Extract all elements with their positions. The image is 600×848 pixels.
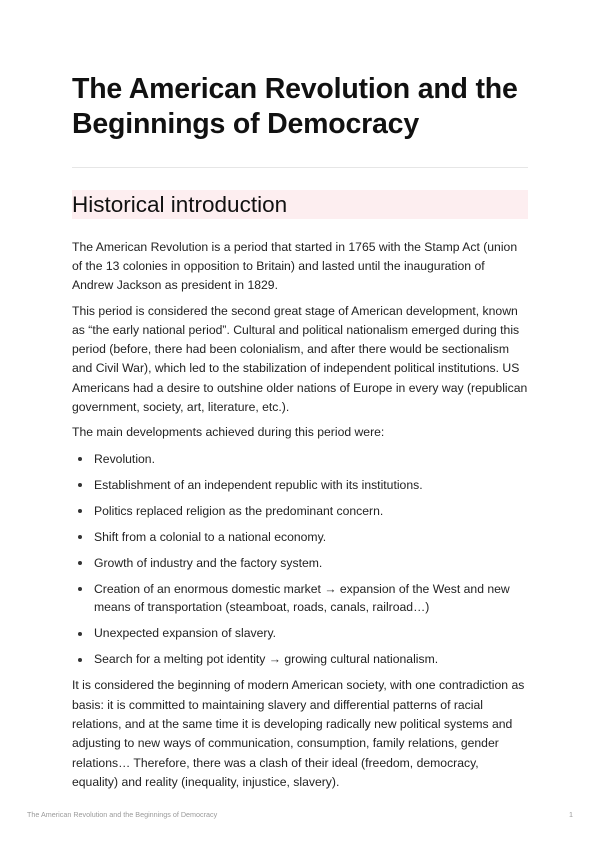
list-item: [72, 502, 528, 521]
list-item: [72, 580, 528, 618]
title-divider: [72, 167, 528, 168]
paragraph-closing: It is considered the beginning of modern American society, with one contradiction as basis: it is committed to maintaining slavery and differential patterns of racial relations, and at the same time it is developing radically new political systems and adjusting to new ways of communication, consumption, family relations, gender relations… Therefore, there was a clash of their ideal (freedom, democracy, equality) and reality (inequality, injustice, slavery).: [72, 678, 525, 789]
list-item-text: Shift from a colonial to a national economy.: [94, 529, 327, 544]
list-item-text: Politics replaced religion as the predominant concern.: [94, 503, 384, 518]
list-item: [72, 476, 528, 495]
bullet-icon: [78, 658, 82, 662]
bullet-icon: [78, 587, 82, 591]
list-item: [72, 528, 528, 547]
list-item: [72, 554, 528, 573]
bullet-icon: [78, 535, 82, 539]
paragraph-developments-lead: The main developments achieved during this period were:: [72, 425, 385, 440]
footer-title: The American Revolution and the Beginnings of Democracy: [27, 810, 218, 819]
bullet-icon: [78, 483, 82, 487]
paragraph-intro: The American Revolution is a period that started in 1765 with the Stamp Act (union of the 13 colonies in opposition to Britain) and lasted until the inauguration of Andrew Jackson as president in 1829.: [72, 239, 518, 293]
developments-list: [72, 450, 528, 669]
bullet-icon: [78, 632, 82, 636]
list-item-text: Creation of an enormous domestic market → expansion of the West and new means of transportation (steamboat, roads, canals, railroad…): [94, 581, 510, 615]
bullet-icon: [78, 509, 82, 513]
bullet-icon: [78, 561, 82, 565]
bullet-icon: [78, 457, 82, 461]
list-item: [72, 450, 528, 469]
page-number: 1: [569, 810, 573, 819]
list-item-text: Unexpected expansion of slavery.: [94, 626, 277, 641]
paragraph-early-national-period: This period is considered the second great stage of American development, known as “the early national period”. Cultural and political nationalism emerged during this period (before, there had been colonialism, and after there would be sectionalism and Civil War), which led to the stabilization of independent political institutions. US Americans had a desire to outshine older nations of Europe in every way (republican government, society, art, literature, etc.).: [72, 303, 528, 415]
list-item-text: Revolution.: [94, 451, 155, 466]
document-title: The American Revolution and the Beginnings of Democracy: [72, 73, 518, 140]
document-page: [72, 0, 528, 792]
section-heading: Historical introduction: [72, 190, 528, 219]
list-item-text: Establishment of an independent republic with its institutions.: [94, 477, 423, 492]
list-item-text: Search for a melting pot identity → growing cultural nationalism.: [94, 652, 439, 667]
list-item: [72, 650, 528, 669]
list-item-text: Growth of industry and the factory system.: [94, 555, 323, 570]
list-item: [72, 624, 528, 643]
